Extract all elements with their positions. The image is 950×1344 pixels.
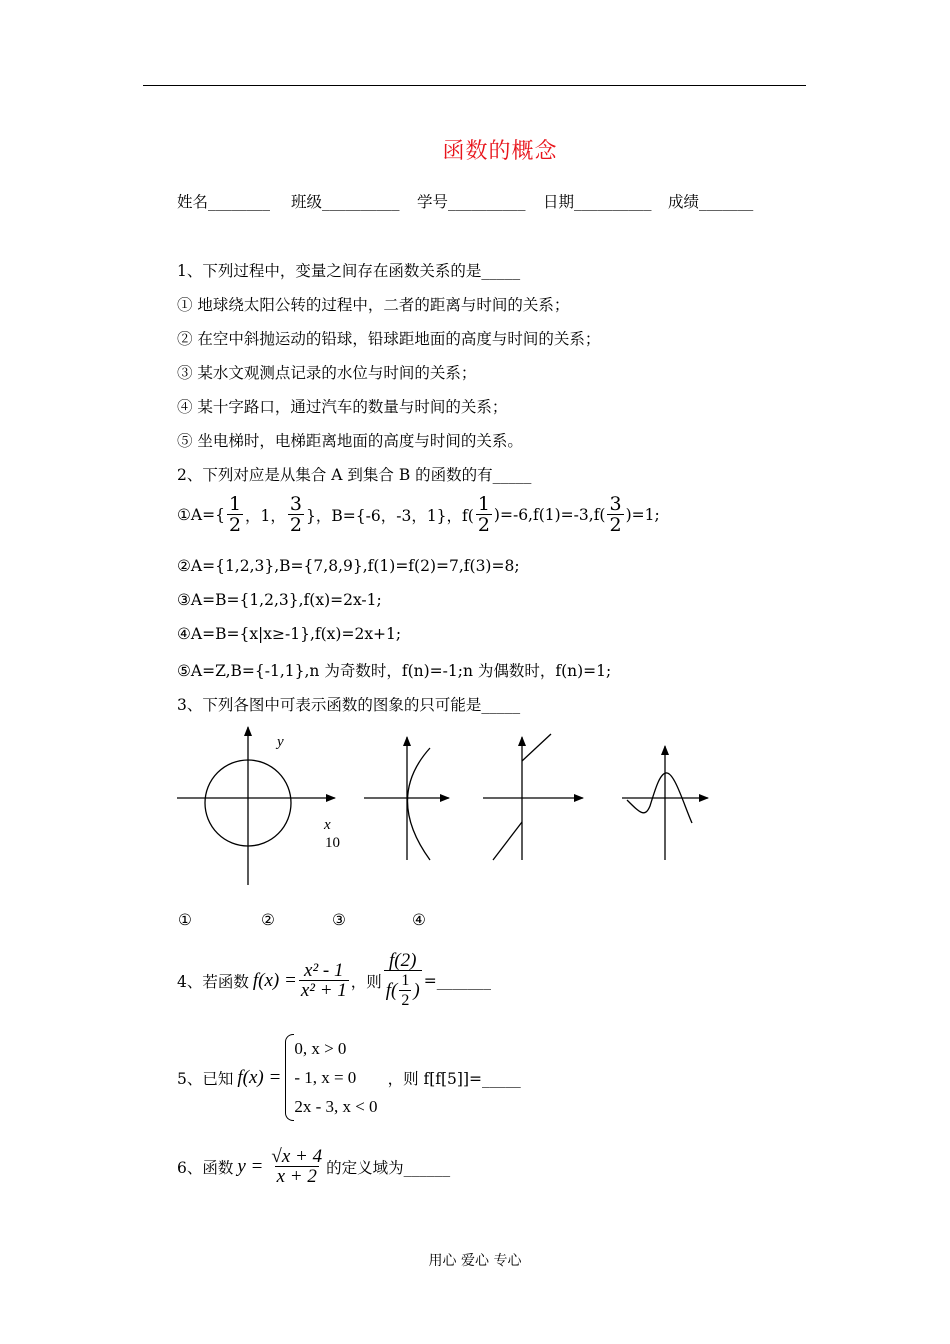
class-field: 班级__________ [291,193,400,211]
question-6 [177,1147,450,1187]
graph-parabola [364,737,449,860]
question-stem: 1、下列过程中，变量之间存在函数关系的是_____ [177,262,521,280]
case-line: 2x - 3, x < 0 [294,1097,378,1116]
score-field: 成绩_______ [668,193,754,211]
question-text: ，则 [350,973,382,991]
piecewise-cases [285,1034,377,1121]
option-text: )=1; [625,506,660,524]
fraction: $\frac{3}{2}$ [289,493,303,536]
x-axis-label: x [324,817,331,833]
option-item: ⑤ 坐电梯时，电梯距离地面的高度与时间的关系。 [177,432,523,450]
footer-text: 用心 爱心 专心 [428,1253,522,1269]
question-stem: 2、下列对应是从集合 A 到集合 B 的函数的有_____ [177,466,532,484]
question-stem: 5、已知 [177,1069,234,1088]
name-field: 姓名________ [177,193,271,211]
graph-label: ③ [332,911,346,929]
graph-label: ① [178,911,192,929]
answer-blank: 的定义域为______ [326,1159,451,1177]
function-lhs: y = [237,1156,264,1177]
function-lhs: f(x) = [252,970,297,991]
case-line: - 1, x = 0 [294,1068,357,1087]
graph-label: ② [261,911,275,929]
student-id-field: 学号__________ [417,193,526,211]
option-item: ③ 某水文观测点记录的水位与时间的关系； [177,364,477,382]
fraction: $\frac{1}{2}$ [477,493,490,536]
graph-circle [177,727,335,885]
fraction: $\frac{√x + 4}{x + 2}$ [271,1146,323,1187]
date-field: 日期__________ [543,193,652,211]
y-axis-label: y [277,734,284,750]
function-lhs: f(x) = [237,1066,282,1088]
case-line: 0, x > 0 [294,1039,347,1058]
graph-note: 10 [325,835,340,851]
question-stem: 4、若函数 [177,973,249,991]
graph-wave [622,746,708,860]
fraction: f(2) f( $\frac{1}{2}$ ) [385,950,420,1009]
fraction: $\frac{3}{2}$ [609,493,622,536]
graph-piecewise-lines [483,734,583,860]
graph-label: ④ [412,911,426,929]
option-item: ④A=B={x|x≥-1},f(x)=2x+1; [177,625,402,643]
option-item: ① 地球绕太阳公转的过程中，二者的距离与时间的关系； [177,296,570,314]
option-item: ③A=B={1,2,3},f(x)=2x-1; [177,591,382,609]
option-text: ，1， [245,507,286,525]
brace [285,1034,294,1121]
question-stem: 3、下列各图中可表示函数的图象的只可能是_____ [177,696,521,714]
option-text: )=-6,f(1)=-3,f( [493,506,606,524]
question-4 [177,951,491,1011]
question-stem: 6、函数 [177,1159,234,1177]
option-text: }，B={-6，-3，1}，f( [306,507,474,525]
answer-blank: ，则 f[f[5]]=_____ [387,1069,521,1088]
option-item: ②A={1,2,3},B={7,8,9},f(1)=f(2)=7,f(3)=8; [177,557,520,575]
fraction: $\frac{1}{2}$ [228,493,242,536]
parabola-curve [408,748,431,860]
option-item: ② 在空中斜抛运动的铅球，铅球距地面的高度与时间的关系； [177,330,601,348]
option-text: ①A={ [177,506,225,524]
fraction: $\frac{\text{x² - 1}}{\text{x² + 1}}$ [300,960,347,1001]
question-5 [177,1034,521,1121]
lower-line [493,822,522,860]
option-item: ④ 某十字路口，通过汽车的数量与时间的关系； [177,398,508,416]
option-item: ⑤A=Z,B={-1,1},n 为奇数时，f(n)=-1;n 为偶数时，f(n)=1; [177,662,612,680]
answer-blank: =_______ [423,972,491,990]
page-title: 函数的概念 [442,139,558,164]
upper-line [522,734,551,761]
